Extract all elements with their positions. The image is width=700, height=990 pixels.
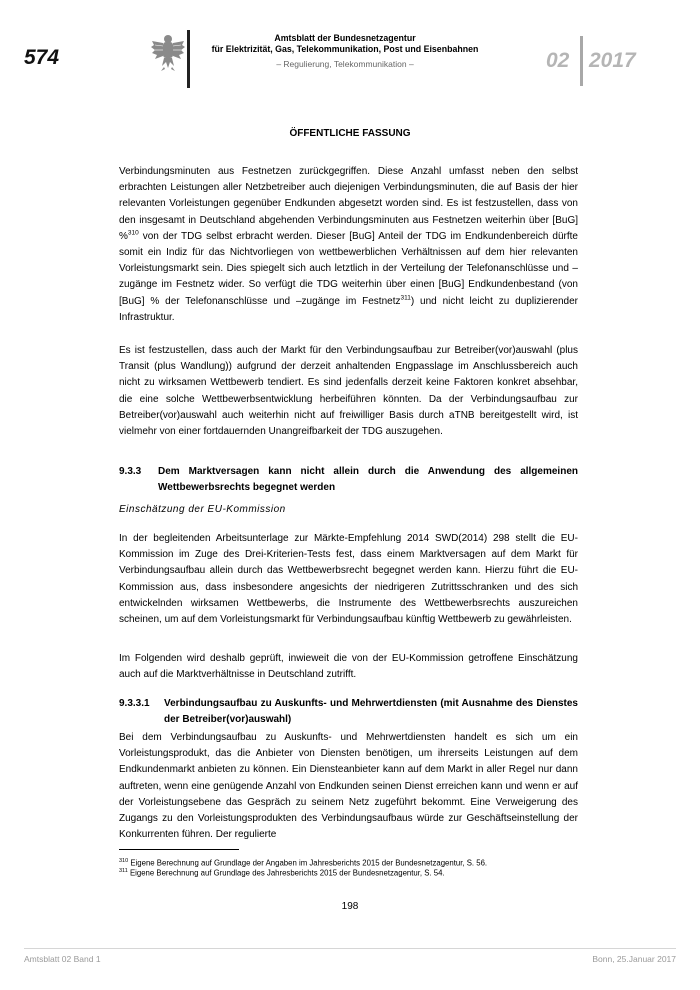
footnote-rule [119,849,239,850]
subheading: Einschätzung der EU-Kommission [119,504,286,515]
footnote-ref-311: 311 [400,294,411,302]
section-number: 9.3.3 [119,466,142,477]
footnote-number: 311 [119,868,128,874]
document-title: ÖFFENTLICHE FASSUNG [289,128,411,139]
footnote-number: 310 [119,858,129,864]
paragraph-5: Bei dem Verbindungsaufbau zu Auskunfts- und Mehrwertdiensten handelt es sich um ein Vorleistungsprodukt, das die Anbieter von Diensten benötigen, um ihrerseits Leistungen auf dem Endkundenmarkt anbieten zu können. Ein Diensteanbieter kann auf dem Markt in aller Regel nur dann auftreten, wenn eine genügende Anzahl von Endkunden seinen Dienst erreichen kann und wenn er auf der Vorleistungsebene das Gespräch zu seinem Netz zugeführt bekommt. Eine Verweigerung des Zugangs zu den Vorleistungsprodukten des Verbindungsaufbaus würde zur Geschäftseinstellung der Konkurrenten führen. Der regulierte [119,732,578,841]
page-bottom-number: 198 [341,901,359,912]
footer-right: Bonn, 25.Januar 2017 [592,954,676,964]
footnote-text: Eigene Berechnung auf Grundlage der Angaben im Jahresberichts 2015 der Bundesnetzagentur, S. 56. [128,858,488,868]
agency-line-1: Amtsblatt der Bundesnetzagentur [274,33,416,43]
agency-line-2: für Elektrizität, Gas, Telekommunikation, Post und Eisenbahnen [211,43,479,54]
paragraph-2: Es ist festzustellen, dass auch der Markt für den Verbindungsaufbau zur Betreiber(vor)auswahl (plus Transit (plus Wandlung)) aufgrund der derzeit anhaltenden Engpasslage im Anschlussbereich auch nicht zu wirksamen Wettbewerb tendiert. Es sind jedenfalls derzeit keine Faktoren konkret absehbar, die eine solche Wettbewerbsentwicklung herbeiführen könnten. Da der Verbindungsaufbau zur Betreiber(vor)auswahl auch weiterhin nicht auf freiwilliger Basis durch aTNB bereitgestellt wird, ist vielmehr von einer fortdauernden Unangreifbarkeit der TDG auszugehen. [119,345,578,438]
footnote-text: Eigene Berechnung auf Grundlage des Jahresberichts 2015 der Bundesnetzagentur, S. 54. [127,868,445,878]
header-subtitle: – Regulierung, Telekommunikation – [276,59,414,69]
issue-divider [580,36,583,86]
footer-left: Amtsblatt 02 Band 1 [24,954,101,964]
paragraph-4: Im Folgenden wird deshalb geprüft, inwieweit die von der EU-Kommission getroffene Einschätzung auch auf die Marktverhältnisse in Deutschland zutrifft. [119,653,578,681]
header-divider [187,30,190,88]
issue-number: 02 [546,49,570,72]
section-heading-9-3-3-1 [119,696,578,728]
footnote-311 [119,867,445,878]
agency-name [195,33,495,54]
issue-year: 2017 [589,49,636,72]
section-title: Dem Marktversagen kann nicht allein durch die Anwendung des allgemeinen Wettbewerbsrechts begegnet werden [158,466,578,494]
footnote-310 [119,857,487,868]
footnote-ref-310: 310 [127,229,139,237]
section-title: Verbindungsaufbau zu Auskunfts- und Mehrwertdiensten (mit Ausnahme des Dienstes der Betreiber(vor)auswahl) [164,698,578,726]
section-number: 9.3.3.1 [119,698,150,709]
paragraph-1 [119,164,578,326]
paragraph-1-part-b: von der TDG selbst erbracht werden. Dieser [BuG] Anteil der TDG im Endkundenbereich dürfte somit ein Indiz für das Nichtvorliegen von wettbewerblichen Verhältnissen auf dem hier relevanten Vorleistungsmarkt sein. Dies spiegelt sich auch letztlich in der Verteilung der Telefonanschlüsse und –zugänge im Festnetz wider. So verfügt die TDG weiterhin über einen [BuG] Endkundenbestand (von [BuG] % der Telefonanschlüsse und –zugänge im Festnetz [119,230,578,307]
page-number: 574 [24,46,60,69]
paragraph-1-part-a: Verbindungsminuten aus Festnetzen zurückgegriffen. Diese Anzahl umfasst neben den selbst erbrachten Leistungen aller Netzbetreiber auch diejenigen Verbindungsminuten, die auf Basis der hier relevanten Vorleistungen gegenüber Endkunden abgesetzt worden sind. Es ist festzustellen, dass von den insgesamt in Deutschland abgehenden Verbindungsminuten aus Festnetzen weiterhin über [BuG] % [119,166,578,242]
footer-rule [24,948,676,949]
section-heading-9-3-3 [119,464,578,496]
federal-eagle-logo [150,32,186,72]
paragraph-3: In der begleitenden Arbeitsunterlage zur Märkte-Empfehlung 2014 SWD(2014) 298 stellt die EU-Kommission im Zuge des Drei-Kriterien-Tests fest, dass einem Marktversagen auf dem Markt für Verbindungsaufbau allein durch das Wettbewerbsrecht begegnet werden kann. Hierzu führt die EU-Kommission aus, dass insbesondere angesichts der niedrigeren Zutrittsschranken und des sich entwickelnden wirksamen Wettbewerbs, die Instrumente des Wettbewerbsrechts auszureichen scheinen, um auf dem Vorleistungsmarkt für Verbindungsaufbau künftig Wettbewerb zu gewährleisten. [119,533,578,626]
paragraph-1-part-c: ) und nicht leicht zu duplizierender Infrastruktur. [119,295,578,323]
